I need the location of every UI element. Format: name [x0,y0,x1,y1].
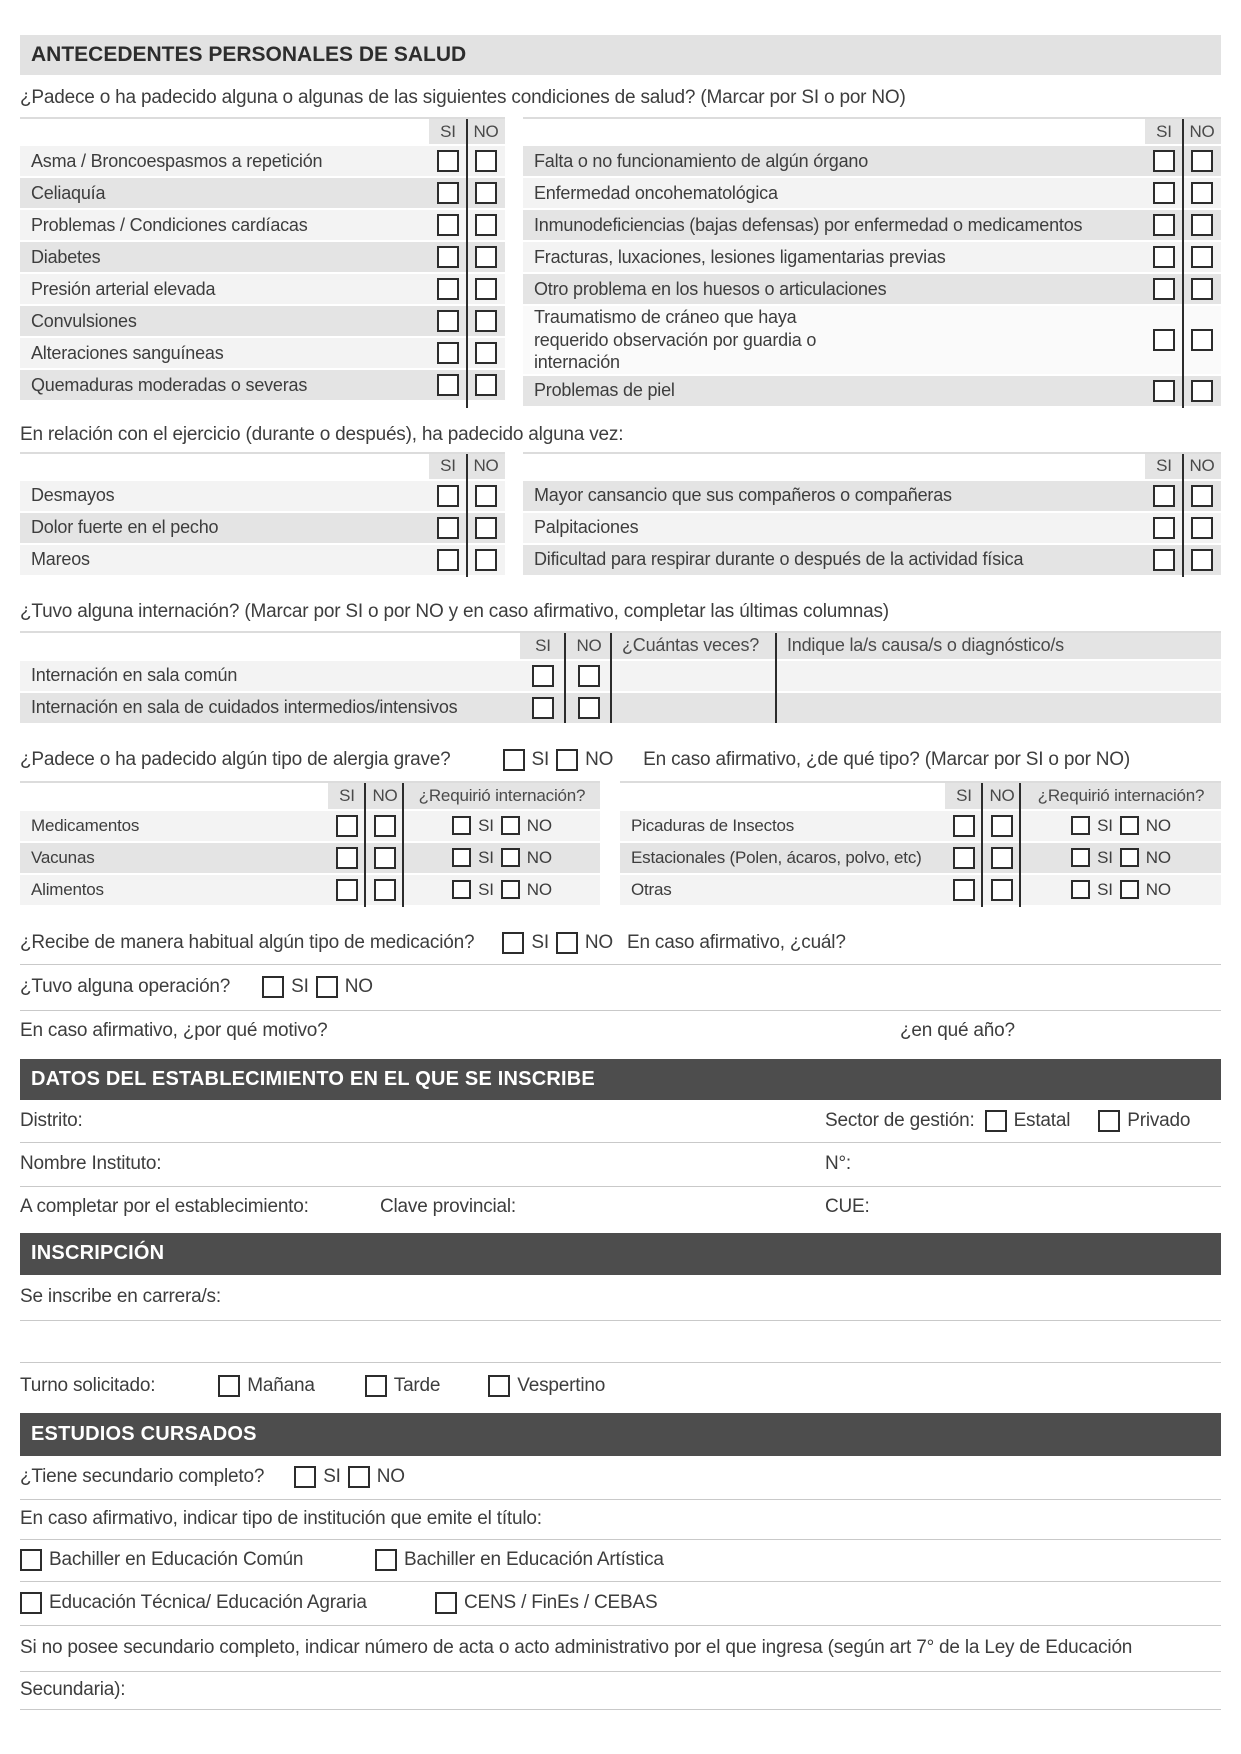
row-label: Enfermedad oncohematológica [534,182,778,203]
checkbox-no[interactable] [374,815,396,837]
numero-label: N°: [825,1153,851,1174]
si-label: SI [323,1466,341,1487]
row-fracturas [523,242,1221,272]
checkbox-no[interactable] [475,278,497,300]
row-label: Palpitaciones [534,517,639,538]
operation-reason-input[interactable] [328,1011,1222,1051]
checkbox-si[interactable] [437,182,459,204]
medication-question-row [20,923,1221,965]
checkbox-no[interactable] [475,150,497,172]
row-picaduras: Picaduras de Insectos SI NO [620,811,1221,841]
row-label: Problemas / Condiciones cardíacas [31,214,308,235]
completar-label: A completar por el establecimiento: [20,1195,309,1217]
col-header-si: SI [429,119,467,144]
question-hospitalization: ¿Tuvo alguna internación? (Marcar por SI o por NO y en caso afirmativo, completar las últimas columnas) [20,600,889,622]
question-exercise: En relación con el ejercicio (durante o después), ha padecido alguna vez: [20,423,624,445]
checkbox-si[interactable] [1153,380,1175,402]
health-table-right [523,117,1221,408]
section-header-estudios [20,1413,1221,1456]
checkbox-no[interactable] [556,749,578,771]
cause-input[interactable] [777,693,1221,723]
acta-row-2 [20,1672,1221,1710]
checkbox-no[interactable] [578,697,600,719]
checkbox-req-si[interactable] [1071,880,1090,899]
checkbox-si[interactable] [437,485,459,507]
checkbox-no[interactable] [556,932,578,954]
checkbox-no[interactable] [316,976,338,998]
checkbox-si[interactable] [437,374,459,396]
table-divider [610,633,612,723]
row-label: Internación en sala de cuidados intermedios/intensivos [31,697,458,717]
checkbox-req-no[interactable] [1120,848,1139,867]
no-label: NO [585,748,614,770]
checkbox-cens[interactable] [435,1592,457,1614]
checkbox-si[interactable] [437,246,459,268]
row-convulsiones [20,306,505,336]
instituto-input[interactable] [161,1143,1221,1186]
row-presion [20,274,505,304]
operation-reason-row [20,1011,1221,1051]
question-medication: ¿Recibe de manera habitual algún tipo de medicación? [20,932,475,953]
row-label: Vacunas [31,847,95,867]
checkbox-si[interactable] [953,879,975,901]
section-header-establecimiento [20,1059,1221,1100]
checkbox-si[interactable] [1153,246,1175,268]
checkbox-si[interactable] [953,815,975,837]
checkbox-si[interactable] [1153,549,1175,571]
checkbox-si[interactable] [437,549,459,571]
checkbox-manana[interactable] [218,1375,240,1397]
checkbox-si[interactable] [502,932,524,954]
row-label: Mayor cansancio que sus compañeros o compañeras [534,485,952,506]
clave-label: Clave provincial: [380,1195,516,1217]
table-divider [466,119,468,408]
table-divider [466,454,468,577]
checkbox-si[interactable] [336,847,358,869]
table-divider [1182,454,1184,577]
allergy-tables [20,781,1221,907]
row-label: Fracturas, luxaciones, lesiones ligamentarias previas [534,246,946,267]
row-sanguineas [20,338,505,368]
operation-reason-label: En caso afirmativo, ¿por qué motivo? [20,1019,328,1041]
row-respirar [523,545,1221,575]
table-header [20,119,505,144]
allergy-table-right [620,781,1221,907]
turno-row [20,1363,1221,1409]
titulo-options-row-1 [20,1540,1221,1582]
col-header-no: NO [366,783,404,809]
row-dolor-pecho [20,513,505,543]
checkbox-bachiller-artistica[interactable] [375,1549,397,1571]
row-inmunodeficiencias [523,210,1221,240]
checkbox-no[interactable] [475,549,497,571]
row-label: Internación en sala común [31,665,238,685]
row-label: Desmayos [31,485,115,506]
tarde-label: Tarde [393,1374,441,1396]
completar-row [20,1187,1221,1227]
instituto-row [20,1143,1221,1187]
checkbox-si[interactable] [262,976,284,998]
si-label: SI [531,932,549,953]
checkbox-si[interactable] [503,749,525,771]
acta-input[interactable] [125,1672,1221,1709]
checkbox-no[interactable] [1191,485,1213,507]
checkbox-no[interactable] [374,879,396,901]
table-divider [1019,783,1021,907]
checkbox-si[interactable] [953,847,975,869]
checkbox-req-si[interactable] [452,880,471,899]
exercise-table-left [20,452,505,577]
row-diabetes [20,242,505,272]
checkbox-no[interactable] [1191,549,1213,571]
si-label: SI [531,748,550,770]
exercise-tables [20,452,1221,577]
checkbox-no[interactable] [475,517,497,539]
allergy-question-row [20,749,1221,771]
no-label: NO [584,932,614,953]
col-header-si: SI [1145,454,1183,479]
exercise-table-right [523,452,1221,577]
checkbox-no[interactable] [1191,150,1213,172]
operation-question-row [20,965,1221,1011]
row-medicamentos: Medicamentos SI NO [20,811,600,841]
row-estacionales: Estacionales (Polen, ácaros, polvo, etc) SI NO [620,843,1221,873]
row-asma [20,146,505,176]
cause-input[interactable] [777,661,1221,691]
instituto-label: Nombre Instituto: [20,1153,162,1174]
times-input[interactable] [612,693,777,723]
estatal-label: Estatal [1013,1109,1071,1131]
checkbox-si[interactable] [336,879,358,901]
row-organo [523,146,1221,176]
col-header-si: SI [520,633,566,659]
row-sala-intensivos [20,693,1221,723]
row-label: Otro problema en los huesos o articulaciones [534,278,887,299]
checkbox-no[interactable] [475,310,497,332]
checkbox-no[interactable] [1191,380,1213,402]
carreras-input-2[interactable] [20,1321,1221,1362]
medication-followup: En caso afirmativo, ¿cuál? [627,932,846,953]
row-cansancio [523,481,1221,511]
row-label: Dificultad para respirar durante o después de la actividad física [534,549,1024,570]
checkbox-si[interactable] [437,517,459,539]
checkbox-si[interactable] [1153,214,1175,236]
health-tables [20,117,1221,408]
checkbox-estatal[interactable] [985,1110,1007,1132]
row-celiaquia [20,178,505,208]
si-label: SI [291,976,309,997]
row-label: Picaduras de Insectos [631,815,795,835]
col-header-no: NO [566,633,612,659]
cens-label: CENS / FinEs / CEBAS [464,1592,658,1613]
checkbox-no[interactable] [1191,246,1213,268]
row-traumatismo [523,306,1221,374]
checkbox-req-si[interactable] [1071,848,1090,867]
table-divider [564,633,566,723]
row-label: Mareos [31,549,90,570]
col-header-req: ¿Requirió internación? [404,783,600,809]
checkbox-req-no[interactable] [501,880,520,899]
question-allergy: ¿Padece o ha padecido algún tipo de alergia grave? [20,748,451,770]
table-divider [402,783,404,907]
col-header-no: NO [1183,454,1221,479]
section-title: DATOS DEL ESTABLECIMIENTO EN EL QUE SE INSCRIBE [31,1067,595,1090]
checkbox-no[interactable] [475,182,497,204]
table-divider [775,633,777,723]
checkbox-si[interactable] [336,815,358,837]
checkbox-no[interactable] [991,879,1013,901]
col-header-no: NO [1183,119,1221,144]
checkbox-si[interactable] [1153,182,1175,204]
checkbox-no[interactable] [374,847,396,869]
col-header-si: SI [429,454,467,479]
privado-label: Privado [1127,1109,1191,1131]
turno-label: Turno solicitado: [20,1374,156,1396]
checkbox-no[interactable] [991,815,1013,837]
checkbox-si[interactable] [1153,517,1175,539]
hospitalization-table [20,631,1221,723]
manana-label: Mañana [247,1374,315,1396]
row-label: Alteraciones sanguíneas [31,342,224,363]
carreras-label: Se inscribe en carrera/s: [20,1286,221,1307]
medication-input[interactable] [846,923,1221,964]
acta-row-1 [20,1626,1221,1672]
titulo-intro: En caso afirmativo, indicar tipo de institución que emite el título: [20,1508,542,1529]
checkbox-no[interactable] [578,665,600,687]
row-quemaduras [20,370,505,400]
checkbox-bachiller-comun[interactable] [20,1549,42,1571]
col-header-req: ¿Requirió internación? [1021,783,1221,809]
row-label: Problemas de piel [534,380,675,401]
row-otras: Otras SI NO [620,875,1221,905]
checkbox-req-si[interactable] [452,848,471,867]
checkbox-no[interactable] [475,342,497,364]
row-sala-comun [20,661,1221,691]
checkbox-no[interactable] [1191,329,1213,351]
checkbox-req-no[interactable] [1120,816,1139,835]
row-label: Otras [631,879,672,899]
checkbox-si[interactable] [532,697,554,719]
acta-text-line2: Secundaria): [20,1679,126,1700]
checkbox-si[interactable] [437,214,459,236]
question-conditions: ¿Padece o ha padecido alguna o algunas de las siguientes condiciones de salud? (Marcar por SI o por NO) [20,87,906,108]
row-label: Falta o no funcionamiento de algún órgano [534,150,869,171]
checkbox-no[interactable] [1191,182,1213,204]
row-label: Diabetes [31,246,101,267]
checkbox-si[interactable] [437,342,459,364]
row-label: Traumatismo de cráneo que haya requerido observación por guardia o internación [534,307,817,372]
times-input[interactable] [612,661,777,691]
checkbox-req-no[interactable] [501,848,520,867]
checkbox-si[interactable] [1153,485,1175,507]
titulo-options-row-2 [20,1582,1221,1626]
carreras-row [20,1275,1221,1321]
operation-year-label: ¿en qué año? [900,1019,1015,1041]
col-header-no: NO [467,119,505,144]
checkbox-privado[interactable] [1098,1110,1120,1132]
checkbox-no[interactable] [475,214,497,236]
acta-text-line1: Si no posee secundario completo, indicar número de acta o acto administrativo por el que ingresa (según art 7° de la Ley de Educación [20,1637,1133,1658]
col-header-cause: Indique la/s causa/s o diagnóstico/s [777,633,1221,659]
col-header-si: SI [945,783,983,809]
allergy-table-left [20,781,600,907]
cue-label: CUE: [825,1195,870,1217]
question-secundario: ¿Tiene secundario completo? [20,1466,265,1487]
distrito-label: Distrito: [20,1109,83,1131]
checkbox-no[interactable] [1191,278,1213,300]
table-divider [1182,119,1184,408]
col-header-si: SI [1145,119,1183,144]
checkbox-vespertino[interactable] [488,1375,510,1397]
section-header-salud [20,35,1221,75]
col-header-no: NO [983,783,1021,809]
table-header [20,783,600,809]
checkbox-req-si[interactable] [1071,816,1090,835]
checkbox-no[interactable] [348,1466,370,1488]
carreras-blank-row [20,1321,1221,1363]
col-header-times: ¿Cuántas veces? [612,633,777,659]
checkbox-no[interactable] [475,485,497,507]
vespertino-label: Vespertino [517,1374,606,1396]
row-huesos [523,274,1221,304]
no-label: NO [344,976,373,997]
row-vacunas: Vacunas SI NO [20,843,600,873]
titulo-intro-row [20,1500,1221,1540]
section-title: ANTECEDENTES PERSONALES DE SALUD [31,43,467,66]
row-piel [523,376,1221,406]
checkbox-si[interactable] [1153,329,1175,351]
health-table-left [20,117,505,408]
col-header-no: NO [467,454,505,479]
col-header-si: SI [328,783,366,809]
row-cardiacas [20,210,505,240]
row-oncohematologica [523,178,1221,208]
checkbox-no[interactable] [1191,517,1213,539]
checkbox-no[interactable] [991,847,1013,869]
checkbox-si[interactable] [437,150,459,172]
no-label: NO [376,1466,405,1487]
table-divider [364,783,366,907]
section-header-inscripcion [20,1233,1221,1275]
row-label: Asma / Broncoespasmos a repetición [31,150,323,171]
checkbox-si[interactable] [294,1466,316,1488]
section-title: INSCRIPCIÓN [31,1242,165,1264]
table-header [523,119,1221,144]
distrito-row [20,1100,1221,1143]
checkbox-si[interactable] [1153,150,1175,172]
row-label: Alimentos [31,879,104,899]
table-header [523,454,1221,479]
allergy-followup: En caso afirmativo, ¿de qué tipo? (Marcar por SI o por NO) [643,748,1130,770]
row-label: Estacionales (Polen, ácaros, polvo, etc) [631,847,922,867]
table-header [20,633,1221,659]
checkbox-tecnica-agraria[interactable] [20,1592,42,1614]
question-operation: ¿Tuvo alguna operación? [20,976,231,997]
checkbox-no[interactable] [475,246,497,268]
row-alimentos: Alimentos SI NO [20,875,600,905]
checkbox-si[interactable] [1153,278,1175,300]
checkbox-req-no[interactable] [501,816,520,835]
row-desmayos [20,481,505,511]
checkbox-req-si[interactable] [452,816,471,835]
row-label: Medicamentos [31,815,140,835]
checkbox-no[interactable] [1191,214,1213,236]
row-label: Celiaquía [31,182,106,203]
checkbox-si[interactable] [532,665,554,687]
row-label: Dolor fuerte en el pecho [31,517,219,538]
bachiller-comun-label: Bachiller en Educación Común [49,1549,304,1570]
row-mareos [20,545,505,575]
checkbox-si[interactable] [437,278,459,300]
checkbox-tarde[interactable] [365,1375,387,1397]
tecnica-agraria-label: Educación Técnica/ Educación Agraria [49,1592,367,1613]
table-header [620,783,1221,809]
row-palpitaciones [523,513,1221,543]
row-label: Inmunodeficiencias (bajas defensas) por enfermedad o medicamentos [534,214,1083,235]
row-label: Presión arterial elevada [31,278,216,299]
bachiller-artistica-label: Bachiller en Educación Artística [404,1549,664,1570]
table-header [20,454,505,479]
carreras-input[interactable] [221,1275,1221,1320]
secundario-question-row [20,1456,1221,1500]
row-label: Quemaduras moderadas o severas [31,374,308,395]
sector-label: Sector de gestión: [825,1109,975,1131]
checkbox-no[interactable] [475,374,497,396]
table-divider [981,783,983,907]
checkbox-si[interactable] [437,310,459,332]
section-title: ESTUDIOS CURSADOS [31,1422,257,1445]
row-label: Convulsiones [31,310,137,331]
checkbox-req-no[interactable] [1120,880,1139,899]
